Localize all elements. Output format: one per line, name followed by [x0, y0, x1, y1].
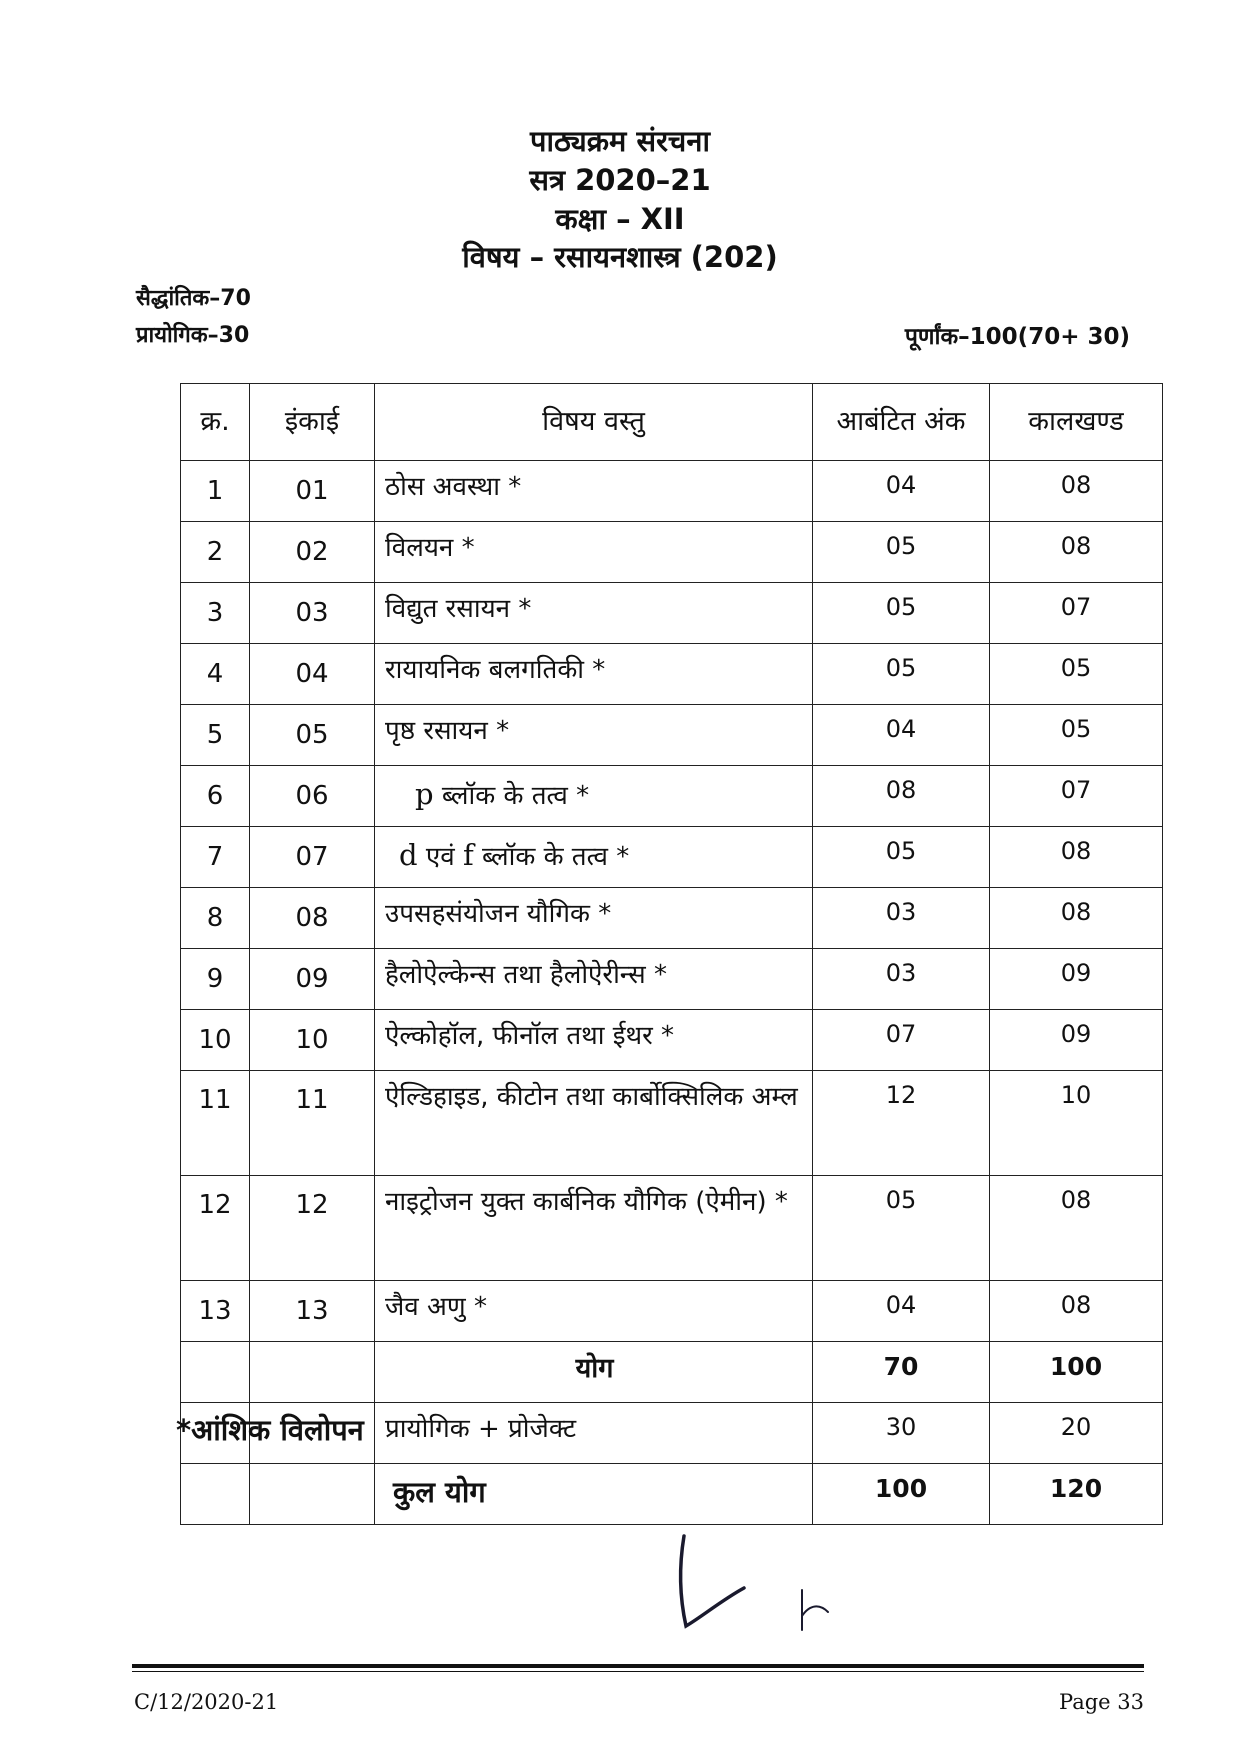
unit-cell: 11 — [250, 1071, 375, 1176]
unit-cell: 01 — [250, 461, 375, 522]
table-row — [181, 1010, 1163, 1071]
serial-cell: 8 — [181, 888, 250, 949]
marks-cell: 05 — [813, 1176, 990, 1281]
marks-cell: 12 — [813, 1071, 990, 1176]
table-header-row — [181, 384, 1163, 461]
practical-periods: 20 — [990, 1403, 1163, 1464]
table-row — [181, 827, 1163, 888]
topic-text: ब्लॉक के तत्व * — [481, 842, 630, 872]
topic-cell: नाइट्रोजन युक्त कार्बनिक यौगिक (ऐमीन) * — [375, 1176, 813, 1281]
syllabus-table — [180, 383, 1163, 1525]
topic-cell: रायायनिक बलगतिकी * — [375, 644, 813, 705]
full-marks: पूर्णांक–100(70+ 30) — [904, 324, 1130, 350]
unit-cell: 04 — [250, 644, 375, 705]
marks-cell: 07 — [813, 1010, 990, 1071]
unit-cell: 02 — [250, 522, 375, 583]
periods-cell: 08 — [990, 461, 1163, 522]
empty-cell — [250, 1342, 375, 1403]
unit-cell: 05 — [250, 705, 375, 766]
periods-cell: 09 — [990, 949, 1163, 1010]
serial-cell: 6 — [181, 766, 250, 827]
serial-cell: 3 — [181, 583, 250, 644]
serial-cell: 11 — [181, 1071, 250, 1176]
table-row — [181, 888, 1163, 949]
marks-cell: 05 — [813, 522, 990, 583]
periods-cell: 07 — [990, 766, 1163, 827]
empty-cell — [181, 1342, 250, 1403]
periods-cell: 07 — [990, 583, 1163, 644]
marks-cell: 04 — [813, 1281, 990, 1342]
practical-marks: 30 — [813, 1403, 990, 1464]
serial-cell: 1 — [181, 461, 250, 522]
table-row — [181, 644, 1163, 705]
page-number: Page 33 — [1059, 1690, 1144, 1714]
unit-cell: 03 — [250, 583, 375, 644]
marks-cell: 03 — [813, 888, 990, 949]
marks-cell: 04 — [813, 461, 990, 522]
serial-cell: 10 — [181, 1010, 250, 1071]
marks-cell: 03 — [813, 949, 990, 1010]
header-unit: इंकाई — [250, 384, 375, 461]
table-row — [181, 766, 1163, 827]
total-label: योग — [375, 1342, 813, 1403]
footer-divider-thin — [132, 1671, 1144, 1672]
serial-cell: 5 — [181, 705, 250, 766]
topic-cell: पृष्ठ रसायन * — [375, 705, 813, 766]
subject-label: विषय – रसायनशास्त्र (202) — [462, 240, 778, 274]
practical-label: प्रायोगिक + प्रोजेक्ट — [375, 1403, 813, 1464]
periods-cell: 10 — [990, 1071, 1163, 1176]
session-label: सत्र 2020–21 — [529, 163, 711, 197]
document-code: C/12/2020-21 — [134, 1690, 279, 1714]
topic-cell: हैलोऐल्केन्स तथा हैलोऐरीन्स * — [375, 949, 813, 1010]
unit-cell: 07 — [250, 827, 375, 888]
serial-cell: 7 — [181, 827, 250, 888]
grand-total-periods: 120 — [990, 1464, 1163, 1525]
header-periods: कालखण्ड — [990, 384, 1163, 461]
unit-cell: 12 — [250, 1176, 375, 1281]
block-letter-f: f — [462, 838, 474, 872]
unit-cell: 13 — [250, 1281, 375, 1342]
marks-cell: 05 — [813, 827, 990, 888]
class-label: कक्षा – XII — [555, 202, 685, 236]
serial-cell: 9 — [181, 949, 250, 1010]
table-row — [181, 522, 1163, 583]
total-row — [181, 1342, 1163, 1403]
grand-total-label: कुल योग — [375, 1464, 813, 1525]
topic-cell: जैव अणु * — [375, 1281, 813, 1342]
document-title: पाठ्यक्रम संरचना — [530, 124, 710, 158]
grand-total-marks: 100 — [813, 1464, 990, 1525]
serial-cell: 2 — [181, 522, 250, 583]
unit-cell: 06 — [250, 766, 375, 827]
header-marks: आबंटित अंक — [813, 384, 990, 461]
footer-divider — [132, 1664, 1144, 1668]
table-row — [181, 949, 1163, 1010]
periods-cell: 08 — [990, 888, 1163, 949]
practical-marks: प्रायोगिक–30 — [136, 323, 250, 348]
theory-marks: सैद्धांतिक–70 — [136, 286, 251, 311]
periods-cell: 08 — [990, 827, 1163, 888]
table-row — [181, 1281, 1163, 1342]
periods-cell: 09 — [990, 1010, 1163, 1071]
marks-cell: 05 — [813, 583, 990, 644]
periods-cell: 08 — [990, 1176, 1163, 1281]
serial-cell: 13 — [181, 1281, 250, 1342]
unit-cell: 10 — [250, 1010, 375, 1071]
topic-cell: विद्युत रसायन * — [375, 583, 813, 644]
periods-cell: 08 — [990, 522, 1163, 583]
table-row — [181, 1071, 1163, 1176]
serial-cell: 12 — [181, 1176, 250, 1281]
block-letter-d: d — [399, 838, 418, 872]
table-row — [181, 705, 1163, 766]
header-serial: क्र. — [181, 384, 250, 461]
marks-cell: 08 — [813, 766, 990, 827]
periods-cell: 05 — [990, 705, 1163, 766]
total-marks: 70 — [813, 1342, 990, 1403]
header-content: विषय वस्तु — [375, 384, 813, 461]
topic-cell: ठोस अवस्था * — [375, 461, 813, 522]
topic-cell — [375, 827, 813, 888]
table-row — [181, 1176, 1163, 1281]
total-periods: 100 — [990, 1342, 1163, 1403]
topic-cell — [375, 766, 813, 827]
topic-cell: उपसहसंयोजन यौगिक * — [375, 888, 813, 949]
grand-total-row — [181, 1464, 1163, 1525]
topic-text: ब्लॉक के तत्व * — [441, 781, 590, 811]
empty-cell — [250, 1464, 375, 1525]
topic-cell: विलयन * — [375, 522, 813, 583]
empty-cell — [181, 1464, 250, 1525]
footnote: *आंशिक विलोपन — [176, 1413, 364, 1447]
unit-cell: 08 — [250, 888, 375, 949]
marks-cell: 04 — [813, 705, 990, 766]
unit-cell: 09 — [250, 949, 375, 1010]
topic-cell: ऐल्कोहॉल, फीनॉल तथा ईथर * — [375, 1010, 813, 1071]
marks-cell: 05 — [813, 644, 990, 705]
serial-cell: 4 — [181, 644, 250, 705]
block-letter-p: p — [415, 777, 434, 811]
table-row — [181, 583, 1163, 644]
periods-cell: 05 — [990, 644, 1163, 705]
topic-cell: ऐल्डिहाइड, कीटोन तथा कार्बोक्सिलिक अम्ल — [375, 1071, 813, 1176]
table-row — [181, 461, 1163, 522]
handwritten-signature — [670, 1530, 850, 1640]
topic-conjunction: एवं — [425, 842, 455, 872]
periods-cell: 08 — [990, 1281, 1163, 1342]
